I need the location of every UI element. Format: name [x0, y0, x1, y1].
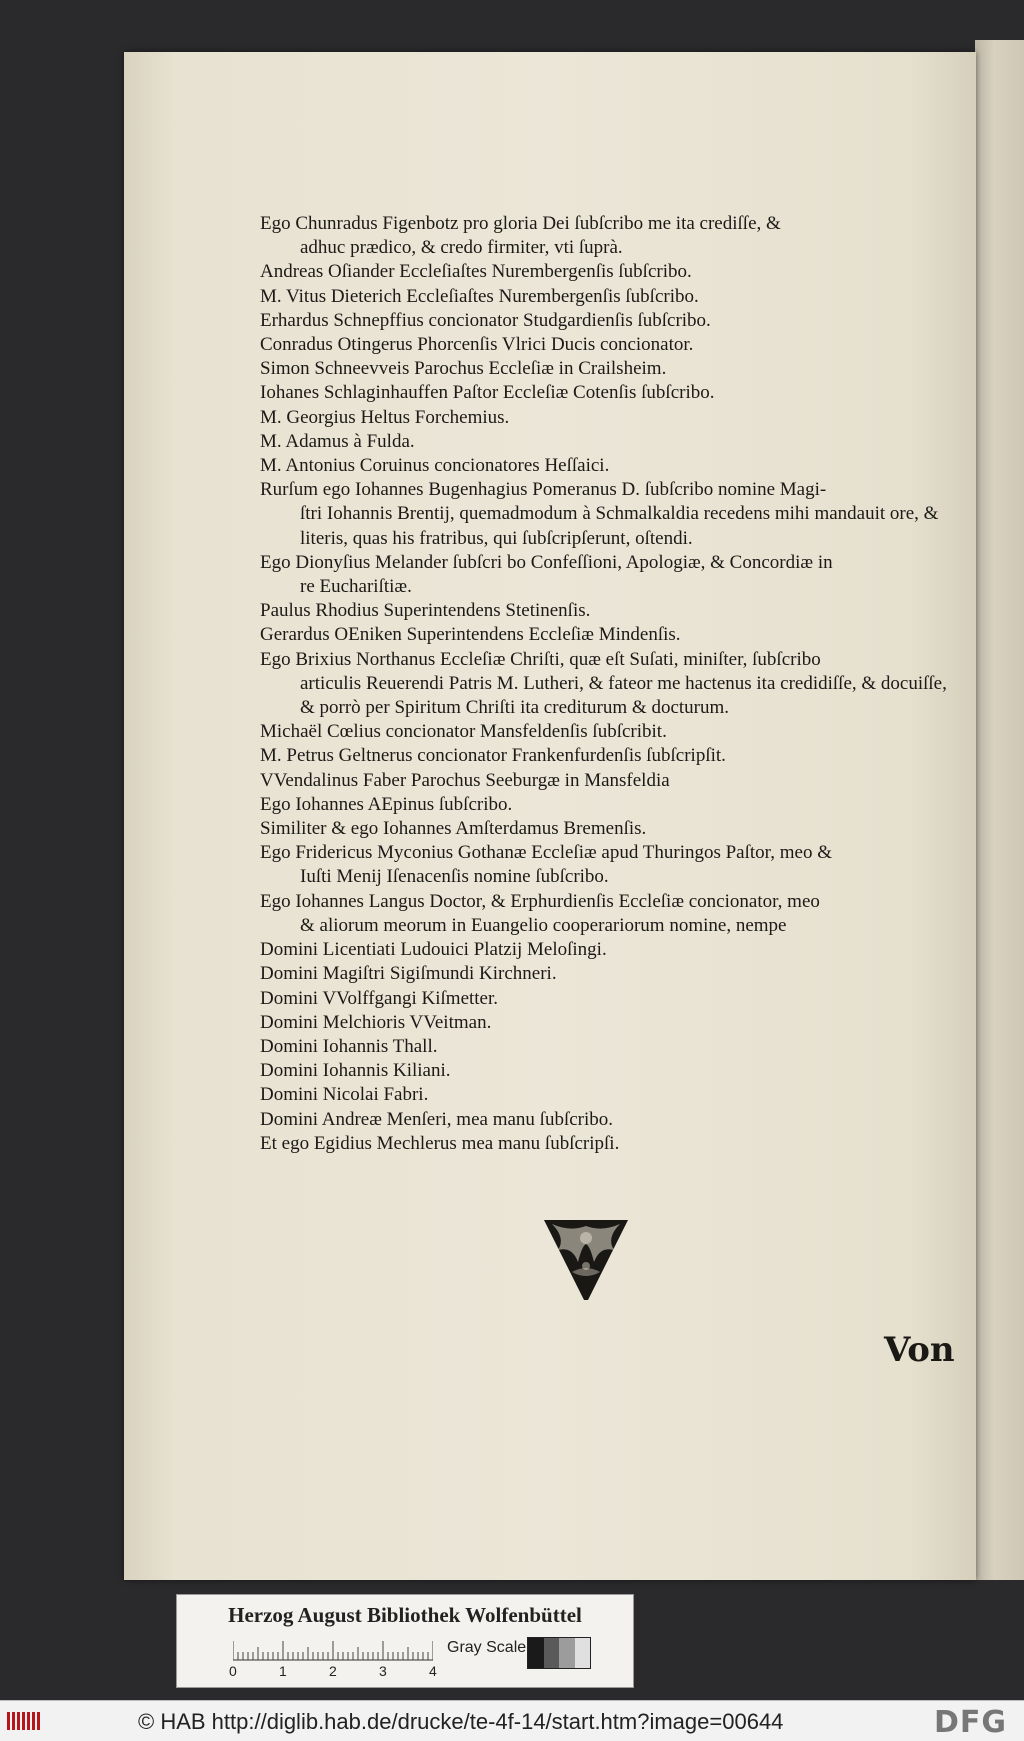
- catchword: Von: [884, 1330, 955, 1370]
- gray-patch-light: [575, 1638, 591, 1668]
- signatory-entry: [260, 212, 960, 260]
- ruler-number: 1: [279, 1663, 287, 1679]
- facing-page-edge: [975, 40, 1024, 1580]
- entry-first-line: Ego Brixius Northanus Eccleſiæ Chriſti, quæ eſt Suſati, miniſter, ſubſcribo: [260, 648, 821, 670]
- signatory-entry: [260, 744, 960, 768]
- entry-first-line: Domini Iohannis Kiliani.: [260, 1060, 451, 1082]
- entry-first-line: Iohanes Schlaginhauffen Paſtor Eccleſiæ Cotenſis ſubſcribo.: [260, 382, 715, 404]
- entry-continuation: re Euchariſtiæ.: [300, 576, 412, 598]
- dfg-logo: DFG: [934, 1705, 1008, 1740]
- entry-first-line: Domini Iohannis Thall.: [260, 1035, 438, 1057]
- entry-first-line: Domini Nicolai Fabri.: [260, 1084, 429, 1106]
- signatory-entry: [260, 1059, 960, 1083]
- signatory-entry: [260, 309, 960, 333]
- entry-first-line: Ego Iohannes AEpinus ſubſcribo.: [260, 793, 513, 815]
- entry-first-line: Ego Fridericus Myconius Gothanæ Eccleſiæ apud Thuringos Paſtor, meo &: [260, 842, 832, 864]
- signatory-entry: [260, 406, 960, 430]
- signatory-entry: [260, 1132, 960, 1156]
- gray-patch-mid: [559, 1638, 575, 1668]
- signatory-entry: [260, 841, 960, 889]
- signatory-entry: [260, 1083, 960, 1107]
- signatory-entry: [260, 357, 960, 381]
- entry-first-line: M. Georgius Heltus Forchemius.: [260, 406, 510, 428]
- signatory-entry: [260, 962, 960, 986]
- decorative-vignette-ornament: [542, 1216, 630, 1302]
- signatory-entry: [260, 260, 960, 284]
- signatory-entry: [260, 987, 960, 1011]
- library-name: Herzog August Bibliothek Wolfenbüttel: [228, 1603, 582, 1627]
- footer-bar: [0, 1700, 1024, 1741]
- ruler-number: 2: [329, 1663, 337, 1679]
- entry-continuation: articulis Reuerendi Patris M. Lutheri, & fateor me hactenus ita credidiſſe, & docuiſſe, & porrò per Spiritum Chriſti ita crediturum & docturum.: [300, 672, 947, 719]
- gray-patch-dark: [544, 1638, 560, 1668]
- ruler-numbers: [231, 1663, 451, 1683]
- entry-first-line: Simon Schneevveis Parochus Eccleſiæ in Crailsheim.: [260, 358, 667, 380]
- entry-continuation: adhuc prædico, & credo firmiter, vti ſuprà.: [300, 237, 623, 259]
- signatory-entry: [260, 454, 960, 478]
- entry-first-line: Ego Iohannes Langus Doctor, & Erphurdienſis Eccleſiæ concionator, meo: [260, 890, 820, 912]
- gray-patch-black: [528, 1638, 544, 1668]
- signatory-entry: [260, 648, 960, 721]
- entry-first-line: Et ego Egidius Mechlerus mea manu ſubſcripſi.: [260, 1132, 620, 1154]
- entry-first-line: Similiter & ego Iohannes Amſterdamus Bremenſis.: [260, 818, 647, 840]
- entry-first-line: Gerardus OEniken Superintendens Eccleſiæ Mindenſis.: [260, 624, 681, 646]
- document-page: [124, 52, 976, 1580]
- entry-first-line: Conradus Otingerus Phorcenſis Vlrici Ducis concionator.: [260, 334, 694, 356]
- copyright-url[interactable]: © HAB http://diglib.hab.de/drucke/te-4f-14/start.htm?image=00644: [138, 1709, 784, 1734]
- entry-first-line: Erhardus Schnepffius concionator Studgardienſis ſubſcribo.: [260, 309, 711, 331]
- ruler-number: 4: [429, 1663, 437, 1679]
- signatory-entry: [260, 720, 960, 744]
- signatory-entry: [260, 285, 960, 309]
- entry-first-line: Domini Melchioris VVeitman.: [260, 1011, 492, 1033]
- entry-first-line: M. Antonius Coruinus concionatores Heſſaici.: [260, 455, 610, 477]
- entry-first-line: M. Vitus Dieterich Eccleſiaſtes Nurembergenſis ſubſcribo.: [260, 285, 699, 307]
- entry-first-line: Domini VVolffgangi Kiſmetter.: [260, 987, 499, 1009]
- signatory-entry: [260, 1035, 960, 1059]
- signatory-entry: [260, 1011, 960, 1035]
- signatory-entry: [260, 381, 960, 405]
- entry-first-line: Domini Magiſtri Sigiſmundi Kirchneri.: [260, 963, 557, 985]
- gray-scale-label: Gray Scale: [447, 1639, 527, 1656]
- signatory-entry: [260, 333, 960, 357]
- signatory-entry: [260, 769, 960, 793]
- signatory-entry: [260, 599, 960, 623]
- entry-first-line: Ego Chunradus Figenbotz pro gloria Dei ſubſcribo me ita crediſſe, &: [260, 213, 781, 234]
- gray-scale-patches: [527, 1637, 591, 1669]
- hab-logo-icon: [6, 1709, 44, 1733]
- ruler-number: 3: [379, 1663, 387, 1679]
- entry-continuation: ſtri Iohannis Brentij, quemadmodum à Schmalkaldia recedens mihi mandauit ore, & literis, quas his fratribus, qui ſubſcripſerunt, oſtendi.: [300, 503, 939, 549]
- entry-first-line: Domini Andreæ Menſeri, mea manu ſubſcribo.: [260, 1108, 614, 1130]
- signatory-entry: [260, 430, 960, 454]
- signatory-list: [260, 212, 960, 1156]
- signatory-entry: [260, 623, 960, 647]
- entry-continuation: Iuſti Menij Iſenacenſis nomine ſubſcribo.: [300, 866, 609, 888]
- entry-first-line: M. Petrus Geltnerus concionator Frankenfurdenſis ſubſcripſit.: [260, 745, 726, 767]
- entry-first-line: VVendalinus Faber Parochus Seeburgæ in Mansfeldia: [260, 769, 670, 791]
- entry-first-line: M. Adamus à Fulda.: [260, 430, 415, 452]
- signatory-entry: [260, 1108, 960, 1132]
- entry-first-line: Andreas Oſiander Eccleſiaſtes Nurembergenſis ſubſcribo.: [260, 261, 692, 283]
- signatory-entry: [260, 793, 960, 817]
- entry-first-line: Ego Dionyſius Melander ſubſcri bo Confeſſioni, Apologiæ, & Concordiæ in: [260, 551, 833, 573]
- ruler-number: 0: [229, 1663, 237, 1679]
- entry-first-line: Paulus Rhodius Superintendens Stetinenſis.: [260, 600, 591, 622]
- entry-first-line: Rurſum ego Iohannes Bugenhagius Pomeranus D. ſubſcribo nomine Magi-: [260, 479, 827, 501]
- signatory-entry: [260, 551, 960, 599]
- entry-first-line: Domini Licentiati Ludouici Platzij Meloſingi.: [260, 939, 607, 961]
- measurement-ruler: [233, 1639, 433, 1661]
- library-color-card: [176, 1594, 634, 1688]
- entry-first-line: Michaël Cœlius concionator Mansfeldenſis ſubſcribit.: [260, 721, 667, 743]
- entry-continuation: & aliorum meorum in Euangelio cooperariorum nomine, nempe: [300, 914, 787, 936]
- signatory-entry: [260, 817, 960, 841]
- signatory-entry: [260, 478, 960, 551]
- signatory-entry: [260, 890, 960, 938]
- signatory-entry: [260, 938, 960, 962]
